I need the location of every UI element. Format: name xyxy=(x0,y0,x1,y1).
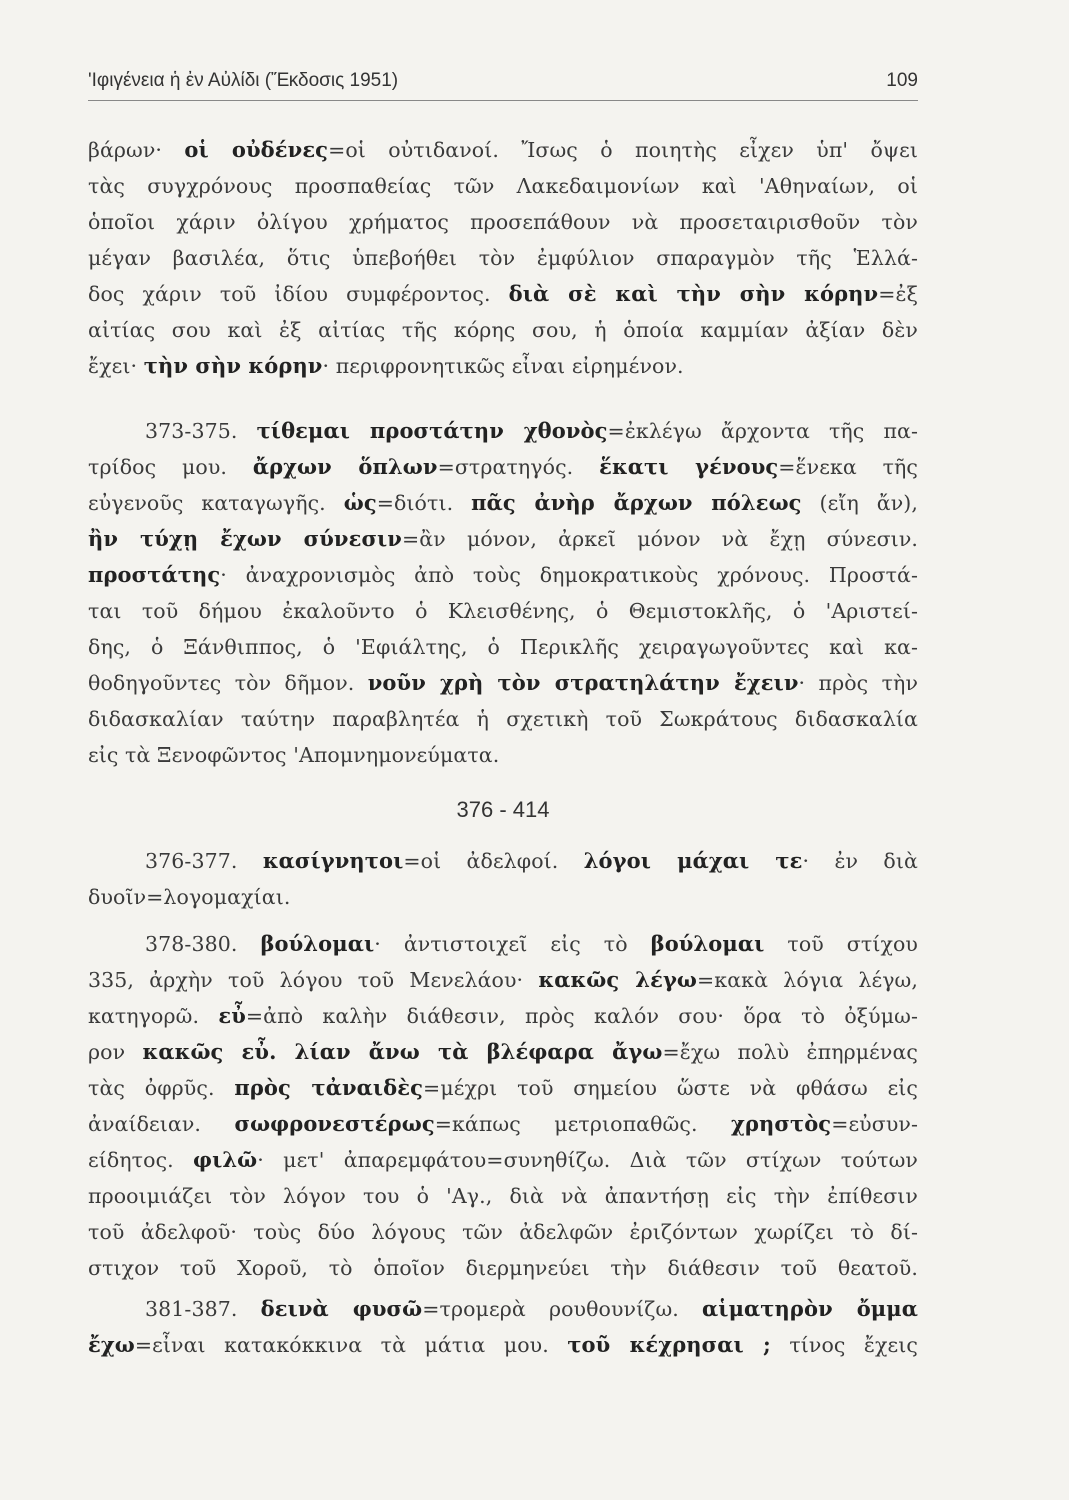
gloss-text: =εὐσυν- xyxy=(831,1112,918,1136)
gloss-text: · ἀντιστοιχεῖ εἰς τὸ xyxy=(374,932,651,956)
text-line xyxy=(88,737,918,773)
text-line xyxy=(88,1178,918,1214)
text-line xyxy=(88,879,918,915)
text-line xyxy=(88,449,918,485)
text-line xyxy=(88,629,918,665)
page-number: 109 xyxy=(886,70,918,91)
text-line xyxy=(88,204,918,240)
text-line xyxy=(88,276,918,312)
lemma: σωφρονεστέρως xyxy=(234,1111,435,1136)
gloss-text: · πρὸς τὴν xyxy=(798,671,918,695)
gloss-text: · ἀναχρονισμὸς ἀπὸ τοὺς δημοκρατικοὺς χρόνους. Προστά- xyxy=(220,563,918,587)
gloss-text: ὁποῖοι χάριν ὀλίγου χρήματος προσεπάθουν νὰ προσεταιρισθοῦν τὸν xyxy=(88,210,918,234)
lemma: βούλομαι xyxy=(260,931,375,956)
text-line xyxy=(88,132,918,168)
text-line xyxy=(88,168,918,204)
text-line xyxy=(88,1214,918,1250)
gloss-text: μέγαν βασιλέα, ὅτις ὑπεβοήθει τὸν ἐμφύλιον σπαραγμὸν τῆς Ἑλλά- xyxy=(88,246,918,270)
gloss-text: τίνος ἔχεις xyxy=(770,1333,918,1357)
text-line xyxy=(88,962,918,998)
text-line xyxy=(88,665,918,701)
gloss-text: =τρομερὰ ρουθουνίζω. xyxy=(422,1297,703,1321)
lemma: αἱματηρὸν ὄμμα xyxy=(702,1296,918,1321)
paragraph-373-375 xyxy=(88,413,918,773)
gloss-text: στιχον τοῦ Χοροῦ, τὸ ὁποῖον διερμηνεύει τὴν διάθεσιν τοῦ θεατοῦ. xyxy=(88,1256,918,1280)
text-line xyxy=(88,1250,918,1286)
paragraph-378-380 xyxy=(88,926,918,1286)
text-line xyxy=(88,998,918,1034)
gloss-text: =ἀπὸ καλὴν διάθεσιν, πρὸς καλόν σου· ὅρα τὸ ὀξύμω- xyxy=(245,1004,918,1028)
lemma: τίθεμαι προστάτην χθονὸς xyxy=(256,418,608,443)
lemma: τὴν σὴν κόρην xyxy=(143,353,323,378)
gloss-text: θοδηγοῦντες τὸν δῆμον. xyxy=(88,671,368,695)
lemma: προστάτης xyxy=(88,562,221,587)
gloss-text: =μέχρι τοῦ σημείου ὥστε νὰ φθάσω εἰς xyxy=(423,1076,919,1100)
lemma: κακῶς εὖ. λίαν ἄνω τὰ βλέφαρα ἄγω xyxy=(142,1039,663,1064)
gloss-text: 373-375. xyxy=(145,419,257,443)
gloss-text: τὰς ὀφρῦς. xyxy=(88,1076,235,1100)
lemma: χρηστὸς xyxy=(731,1111,832,1136)
lemma: διὰ σὲ καὶ τὴν σὴν κόρην xyxy=(508,281,879,306)
gloss-text: 335, ἀρχὴν τοῦ λόγου τοῦ Μενελάου· xyxy=(88,968,539,992)
text-line xyxy=(88,701,918,737)
gloss-text: =εἶναι κατακόκκινα τὰ μάτια μου. xyxy=(134,1333,568,1357)
text-line xyxy=(88,413,918,449)
header-title: 'Ιφιγένεια ἡ ἐν Αὐλίδι (Ἔκδοσις 1951) xyxy=(88,70,399,91)
gloss-text: =ἔχω πολὺ ἐπηρμένας xyxy=(662,1040,918,1064)
gloss-text: · περιφρονητικῶς εἶναι εἰρημένον. xyxy=(322,354,684,378)
gloss-text: διδασκαλίαν ταύτην παραβλητέα ἡ σχετικὴ τοῦ Σωκράτους διδασκαλία xyxy=(88,707,918,731)
gloss-text: τοῦ ἀδελφοῦ· τοὺς δύο λόγους τῶν ἀδελφῶν ἐριζόντων χωρίζει τὸ δί- xyxy=(88,1220,918,1244)
gloss-text: ἀναίδειαν. xyxy=(88,1112,235,1136)
gloss-text: =κακὰ λόγια λέγω, xyxy=(697,968,918,992)
text-line xyxy=(88,1034,918,1070)
lemma: πρὸς τἀναιδὲς xyxy=(234,1075,424,1100)
lemma: κασίγνητοι xyxy=(262,848,404,873)
gloss-text: τὰς συγχρόνους προσπαθείας τῶν Λακεδαιμονίων καὶ 'Αθηναίων, οἱ xyxy=(88,174,918,198)
gloss-text: · ἐν διὰ xyxy=(802,849,918,873)
gloss-text: ρον xyxy=(88,1040,143,1064)
lemma: φιλῶ xyxy=(193,1147,258,1172)
text-line xyxy=(88,593,918,629)
gloss-text: δος χάριν τοῦ ἰδίου συμφέροντος. xyxy=(88,282,509,306)
gloss-text: ἔχει· xyxy=(88,354,144,378)
lemma: οἱ οὐδένες xyxy=(184,137,329,162)
text-line xyxy=(88,240,918,276)
text-line xyxy=(88,926,918,962)
lemma: πᾶς ἀνὴρ ἄρχων πόλεως xyxy=(471,490,802,515)
text-line xyxy=(88,485,918,521)
paragraph-commentary-1 xyxy=(88,132,918,384)
gloss-text: τοῦ στίχου xyxy=(764,932,918,956)
lemma: κακῶς λέγω xyxy=(538,967,698,992)
text-line xyxy=(88,1142,918,1178)
lemma: τοῦ κέχρησαι ; xyxy=(567,1332,771,1357)
gloss-text: =οἱ οὐτιδανοί. Ἴσως ὁ ποιητὴς εἶχεν ὑπ' ὄψει xyxy=(328,138,918,162)
text-line xyxy=(88,521,918,557)
lemma: ἕκατι γένους xyxy=(599,454,779,479)
text-line xyxy=(88,557,918,593)
gloss-text: κατηγορῶ. xyxy=(88,1004,219,1028)
lemma: δεινὰ φυσῶ xyxy=(260,1296,423,1321)
text-line xyxy=(88,843,918,879)
gloss-text: =ἂν μόνον, ἀρκεῖ μόνον νὰ ἔχῃ σύνεσιν. xyxy=(401,527,919,551)
gloss-text: βάρων· xyxy=(88,138,185,162)
lemma: ἔχω xyxy=(88,1332,135,1357)
text-line xyxy=(88,1327,918,1363)
lemma: βούλομαι xyxy=(650,931,765,956)
gloss-text: προοιμιάζει τὸν λόγον του ὁ 'Αγ., διὰ νὰ ἀπαντήσῃ εἰς τὴν ἐπίθεσιν xyxy=(88,1184,918,1208)
gloss-text: 376-377. xyxy=(145,849,263,873)
gloss-text: τρίδος μου. xyxy=(88,455,253,479)
gloss-text: 381-387. xyxy=(145,1297,261,1321)
gloss-text: είδητος. xyxy=(88,1148,193,1172)
header-rule xyxy=(88,100,918,101)
gloss-text: · μετ' ἀπαρεμφάτου=συνηθίζω. Διὰ τῶν στίχων τούτων xyxy=(257,1148,918,1172)
gloss-text: =ἕνεκα τῆς xyxy=(778,455,918,479)
text-line xyxy=(88,1106,918,1142)
lemma: ἢν τύχῃ ἔχων σύνεσιν xyxy=(88,526,402,551)
gloss-text: εὐγενοῦς καταγωγῆς. xyxy=(88,491,344,515)
gloss-text: =οἱ ἀδελφοί. xyxy=(403,849,584,873)
lemma: λόγοι μάχαι τε xyxy=(583,848,803,873)
lemma: εὖ xyxy=(218,1003,246,1028)
section-title: 376 - 414 xyxy=(456,797,550,822)
lemma: ἄρχων ὅπλων xyxy=(252,454,438,479)
paragraph-376-377 xyxy=(88,843,918,915)
text-line xyxy=(88,312,918,348)
gloss-text: =κάπως μετριοπαθῶς. xyxy=(434,1112,732,1136)
lemma: ὡς xyxy=(343,490,377,515)
gloss-text: =ἐκλέγω ἄρχοντα τῆς πα- xyxy=(607,419,918,443)
gloss-text: =ἐξ xyxy=(878,282,918,306)
running-header xyxy=(88,70,918,92)
paragraph-381-387 xyxy=(88,1291,918,1363)
gloss-text: εἰς τὰ Ξενοφῶντος 'Απομνημονεύματα. xyxy=(88,743,500,767)
gloss-text: =διότι. xyxy=(376,491,472,515)
gloss-text: ται τοῦ δήμου ἐκαλοῦντο ὁ Κλεισθένης, ὁ Θεμιστοκλῆς, ὁ 'Αριστεί- xyxy=(88,599,918,623)
text-line xyxy=(88,1070,918,1106)
text-line xyxy=(88,348,918,384)
book-page xyxy=(88,0,918,1500)
gloss-text: (εἴη ἄν), xyxy=(801,491,918,515)
gloss-text: δης, ὁ Ξάνθιππος, ὁ 'Εφιάλτης, ὁ Περικλῆς χειραγωγοῦντες καὶ κα- xyxy=(88,635,918,659)
gloss-text: 378-380. xyxy=(145,932,261,956)
text-line xyxy=(88,1291,918,1327)
lemma: νοῦν χρὴ τὸν στρατηλάτην ἔχειν xyxy=(367,670,799,695)
gloss-text: δυοῖν=λογομαχίαι. xyxy=(88,885,291,909)
gloss-text: αἰτίας σου καὶ ἐξ αἰτίας τῆς κόρης σου, ἡ ὁποία καμμίαν ἀξίαν δὲν xyxy=(88,318,918,342)
gloss-text: =στρατηγός. xyxy=(437,455,600,479)
